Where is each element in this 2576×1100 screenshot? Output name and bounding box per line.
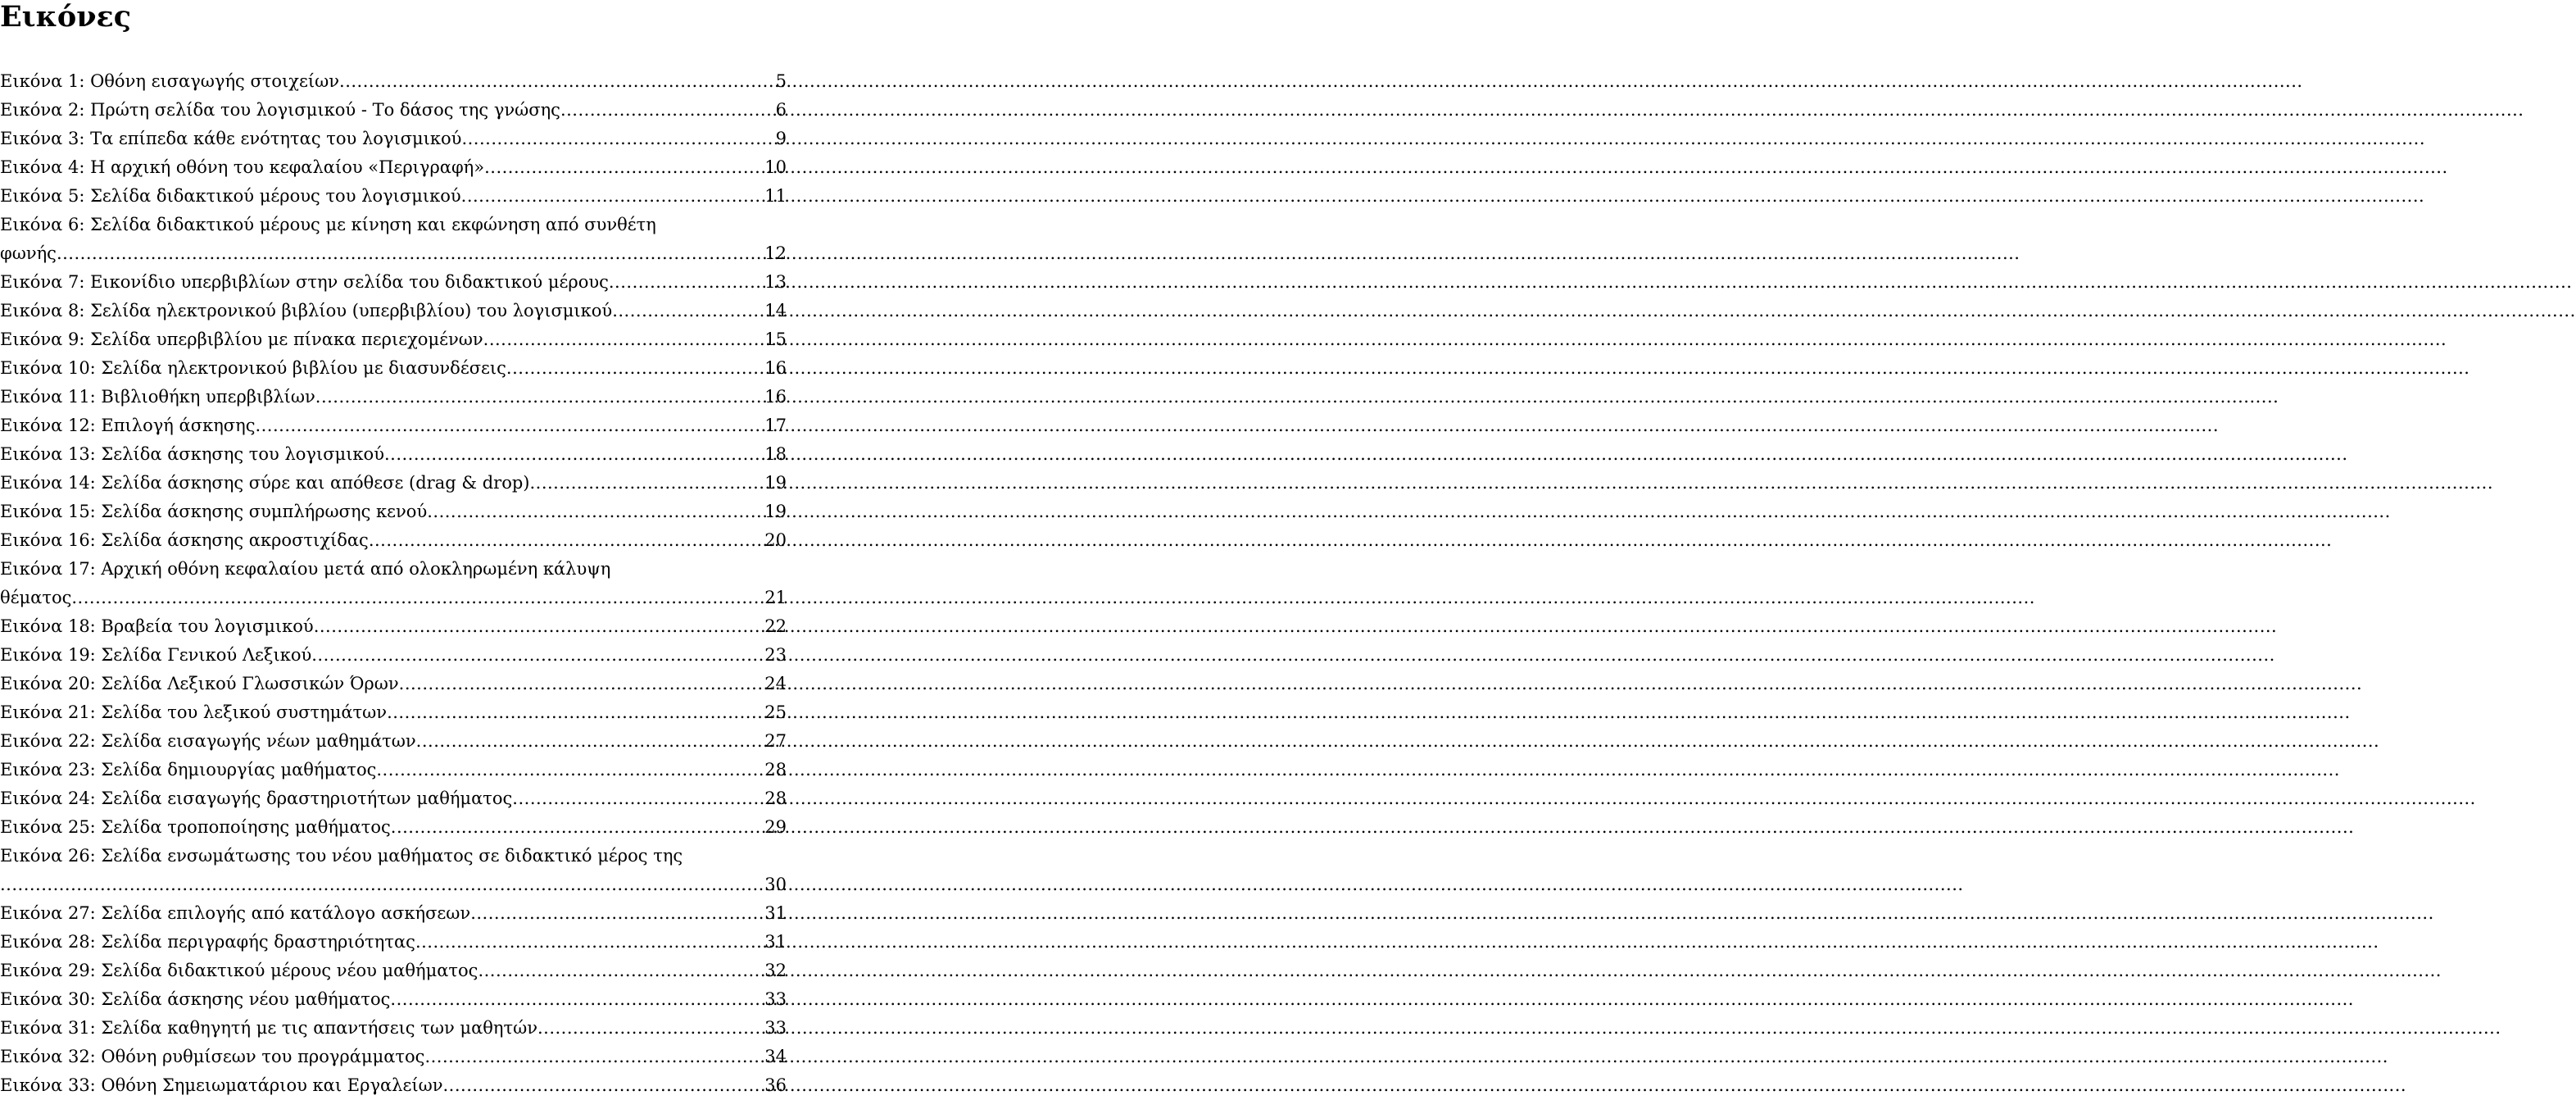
page-number: 30 <box>764 875 787 894</box>
figure-entry-title: θέματος <box>0 588 72 607</box>
figure-entry-title-first-line: Εικόνα 6: Σελίδα διδακτικού μέρους με κίνηση και εκφώνηση από συνθέτη <box>0 215 656 234</box>
figure-entry[interactable] <box>0 182 787 211</box>
figure-entry-line <box>0 670 787 698</box>
page-number: 31 <box>764 932 787 952</box>
figure-entry-title: Εικόνα 1: Οθόνη εισαγωγής στοιχείων <box>0 71 340 91</box>
figure-entry-title: Εικόνα 31: Σελίδα καθηγητή με τις απαντήσεις των μαθητών <box>0 1018 537 1038</box>
figure-entry[interactable] <box>0 670 787 698</box>
figure-entry-title: Εικόνα 23: Σελίδα δημιουργίας μαθήματος <box>0 760 377 780</box>
dot-leader <box>0 870 764 899</box>
page-number: 24 <box>764 674 787 693</box>
figure-entry-line <box>0 612 787 641</box>
dot-leader <box>390 985 764 1014</box>
figure-entry-title: Εικόνα 21: Σελίδα του λεξικού συστημάτων <box>0 702 388 722</box>
figure-entry[interactable] <box>0 1071 787 1100</box>
dot-leader <box>478 957 764 985</box>
figure-entry[interactable] <box>0 727 787 756</box>
figure-entry-title: Εικόνα 32: Οθόνη ρυθμίσεων του προγράμματος <box>0 1047 425 1066</box>
figure-entry-title: Εικόνα 20: Σελίδα Λεξικού Γλωσσικών Όρων <box>0 674 399 693</box>
figure-entry[interactable] <box>0 211 787 268</box>
figure-entry[interactable] <box>0 784 787 813</box>
dot-leader <box>461 125 774 153</box>
dot-leader <box>424 1043 764 1071</box>
page-number: 16 <box>764 358 787 378</box>
page-number: 22 <box>764 616 787 636</box>
figure-entry-title: Εικόνα 16: Σελίδα άσκησης ακροστιχίδας <box>0 530 369 550</box>
figure-entry-line <box>0 325 787 354</box>
dot-leader <box>391 813 764 842</box>
figure-entry-line <box>0 498 787 526</box>
dot-leader <box>512 784 764 813</box>
figure-entry-title: Εικόνα 3: Τα επίπεδα κάθε ενότητας του λογισμικού <box>0 129 462 148</box>
figure-entry-title: Εικόνα 18: Βραβεία του λογισμικού <box>0 616 314 636</box>
figure-entry[interactable] <box>0 985 787 1014</box>
figure-entry[interactable] <box>0 297 787 325</box>
figure-entry[interactable] <box>0 96 787 125</box>
dot-leader <box>369 526 764 555</box>
figure-entry[interactable] <box>0 411 787 440</box>
page-number: 27 <box>764 731 787 751</box>
page-number: 34 <box>764 1047 787 1066</box>
figure-entry-line <box>0 584 787 612</box>
figure-entry-line <box>0 1043 787 1071</box>
figure-entry[interactable] <box>0 383 787 411</box>
dot-leader <box>506 354 764 383</box>
figure-entry-line <box>0 411 787 440</box>
page-number: 11 <box>764 186 787 206</box>
page-number: 14 <box>764 301 787 320</box>
figure-entry-line <box>0 354 787 383</box>
dot-leader <box>339 67 775 96</box>
figure-entry-line <box>0 67 787 96</box>
figure-entry-line <box>0 440 787 469</box>
figure-entry-title: Εικόνα 14: Σελίδα άσκησης σύρε και απόθεσε (drag & drop) <box>0 473 530 493</box>
page-number: 20 <box>764 530 787 550</box>
figure-entry[interactable] <box>0 354 787 383</box>
figure-entry-line <box>0 526 787 555</box>
figure-entry[interactable] <box>0 756 787 784</box>
figure-entry-line <box>0 957 787 985</box>
list-of-figures-page <box>0 0 787 1095</box>
page-number: 21 <box>764 588 787 607</box>
figure-entry-title: Εικόνα 19: Σελίδα Γενικού Λεξικού <box>0 645 312 665</box>
figure-entry-title: Εικόνα 33: Οθόνη Σημειωματάριου και Εργαλείων <box>0 1075 443 1095</box>
figure-entry-title: Εικόνα 27: Σελίδα επιλογής από κατάλογο ασκήσεων <box>0 903 471 923</box>
dot-leader <box>415 928 764 957</box>
figure-entry-line <box>0 182 787 211</box>
figure-entry-title: Εικόνα 30: Σελίδα άσκησης νέου μαθήματος <box>0 989 391 1009</box>
figure-entry[interactable] <box>0 1014 787 1043</box>
dot-leader <box>71 584 764 612</box>
figure-entry-title: Εικόνα 12: Επιλογή άσκησης <box>0 416 256 435</box>
figure-entry-line <box>0 899 787 928</box>
figure-entry[interactable] <box>0 469 787 498</box>
figure-entry[interactable] <box>0 842 787 899</box>
figure-entry-title: Εικόνα 11: Βιβλιοθήκη υπερβιβλίων <box>0 387 315 407</box>
figure-entry-line <box>0 1014 787 1043</box>
figure-entry-line <box>0 239 787 268</box>
dot-leader <box>484 153 764 182</box>
page-number: 17 <box>764 416 787 435</box>
figure-entry-title: Εικόνα 10: Σελίδα ηλεκτρονικού βιβλίου με διασυνδέσεις <box>0 358 506 378</box>
page-number: 28 <box>764 789 787 808</box>
figure-entry-line <box>0 698 787 727</box>
dot-leader <box>57 239 764 268</box>
figure-list <box>0 67 787 1100</box>
dot-leader <box>315 383 764 411</box>
figure-entry-title: φωνής <box>0 243 57 263</box>
figure-entry-title: Εικόνα 13: Σελίδα άσκησης του λογισμικού <box>0 444 384 464</box>
figure-entry-title: Εικόνα 15: Σελίδα άσκησης συμπλήρωσης κενού <box>0 502 428 521</box>
dot-leader <box>376 756 764 784</box>
figure-entry-title: Εικόνα 24: Σελίδα εισαγωγής δραστηριοτήτων μαθήματος <box>0 789 513 808</box>
figure-entry[interactable] <box>0 125 787 153</box>
page-number: 16 <box>764 387 787 407</box>
figure-entry-title: Εικόνα 8: Σελίδα ηλεκτρονικού βιβλίου (υπερβιβλίου) του λογισμικού <box>0 301 613 320</box>
figure-entry-line <box>0 870 787 899</box>
page-number: 32 <box>764 961 787 980</box>
page-number: 6 <box>775 100 787 120</box>
figure-entry[interactable] <box>0 153 787 182</box>
figure-entry-line <box>0 985 787 1014</box>
figure-entry-line <box>0 813 787 842</box>
dot-leader <box>612 297 764 325</box>
dot-leader <box>537 1014 764 1043</box>
figure-entry-line <box>0 153 787 182</box>
page-number: 19 <box>764 473 787 493</box>
figure-entry-title: Εικόνα 22: Σελίδα εισαγωγής νέων μαθημάτων <box>0 731 416 751</box>
figure-entry-line <box>0 469 787 498</box>
page-number: 36 <box>764 1075 787 1095</box>
figure-entry-title: Εικόνα 2: Πρώτη σελίδα του λογισμικού - Το δάσος της γνώσης <box>0 100 560 120</box>
figure-entry-line <box>0 268 787 297</box>
page-number: 29 <box>764 817 787 837</box>
dot-leader <box>399 670 764 698</box>
dot-leader <box>443 1071 764 1100</box>
page-number: 31 <box>764 903 787 923</box>
dot-leader <box>609 268 764 297</box>
dot-leader <box>416 727 764 756</box>
figure-entry-line <box>0 727 787 756</box>
figure-entry[interactable] <box>0 440 787 469</box>
page-number: 25 <box>764 702 787 722</box>
figure-entry-line <box>0 784 787 813</box>
figure-entry[interactable] <box>0 1043 787 1071</box>
figure-entry-title: Εικόνα 9: Σελίδα υπερβιβλίου με πίνακα περιεχομένων <box>0 330 483 349</box>
dot-leader <box>255 411 764 440</box>
page-number: 23 <box>764 645 787 665</box>
figure-entry-title: Εικόνα 7: Εικονίδιο υπερβιβλίων στην σελίδα του διδακτικού μέρους <box>0 272 609 292</box>
dot-leader <box>387 698 764 727</box>
page-number: 15 <box>764 330 787 349</box>
dot-leader <box>560 96 775 125</box>
dot-leader <box>461 182 764 211</box>
figure-entry[interactable] <box>0 957 787 985</box>
figure-entry-title-first-line: Εικόνα 17: Αρχική οθόνη κεφαλαίου μετά από ολοκληρωμένη κάλυψη <box>0 559 611 579</box>
figure-entry[interactable] <box>0 928 787 957</box>
figure-entry-title-first-line: Εικόνα 26: Σελίδα ενσωμάτωσης του νέου μαθήματος σε διδακτικό μέρος της <box>0 846 683 866</box>
figure-entry-line <box>0 641 787 670</box>
page-number: 19 <box>764 502 787 521</box>
dot-leader <box>384 440 764 469</box>
page-number: 12 <box>764 243 787 263</box>
figure-entry[interactable] <box>0 67 787 96</box>
figure-entry-title: Εικόνα 5: Σελίδα διδακτικού μέρους του λογισμικού <box>0 186 461 206</box>
figure-entry-line <box>0 1071 787 1100</box>
figure-entry[interactable] <box>0 698 787 727</box>
page-number: 28 <box>764 760 787 780</box>
dot-leader <box>470 899 764 928</box>
dot-leader <box>311 641 764 670</box>
page-number: 18 <box>764 444 787 464</box>
dot-leader <box>427 498 764 526</box>
page-number: 33 <box>764 1018 787 1038</box>
figure-entry-line <box>0 383 787 411</box>
figure-entry[interactable] <box>0 813 787 842</box>
figure-entry-line <box>0 297 787 325</box>
figure-entry[interactable] <box>0 526 787 555</box>
figure-entry-line <box>0 928 787 957</box>
figure-entry[interactable] <box>0 612 787 641</box>
dot-leader <box>483 325 764 354</box>
figure-entry-title: Εικόνα 29: Σελίδα διδακτικού μέρους νέου μαθήματος <box>0 961 478 980</box>
page-title: Εικόνες <box>0 0 132 34</box>
page-number: 5 <box>775 71 787 91</box>
figure-entry[interactable] <box>0 268 787 297</box>
figure-entry-title: Εικόνα 4: Η αρχική οθόνη του κεφαλαίου «Περιγραφή» <box>0 157 485 177</box>
figure-entry-line <box>0 125 787 153</box>
page-number: 33 <box>764 989 787 1009</box>
page-number: 9 <box>775 129 787 148</box>
figure-entry-line <box>0 756 787 784</box>
dot-leader <box>529 469 764 498</box>
figure-entry-title: Εικόνα 28: Σελίδα περιγραφής δραστηριότητας <box>0 932 415 952</box>
figure-entry[interactable] <box>0 555 787 612</box>
page-number: 13 <box>764 272 787 292</box>
figure-entry[interactable] <box>0 325 787 354</box>
figure-entry[interactable] <box>0 641 787 670</box>
dot-leader <box>314 612 764 641</box>
figure-entry[interactable] <box>0 899 787 928</box>
figure-entry[interactable] <box>0 498 787 526</box>
page-number: 10 <box>764 157 787 177</box>
figure-entry-line <box>0 96 787 125</box>
figure-entry-title: Εικόνα 25: Σελίδα τροποποίησης μαθήματος <box>0 817 391 837</box>
